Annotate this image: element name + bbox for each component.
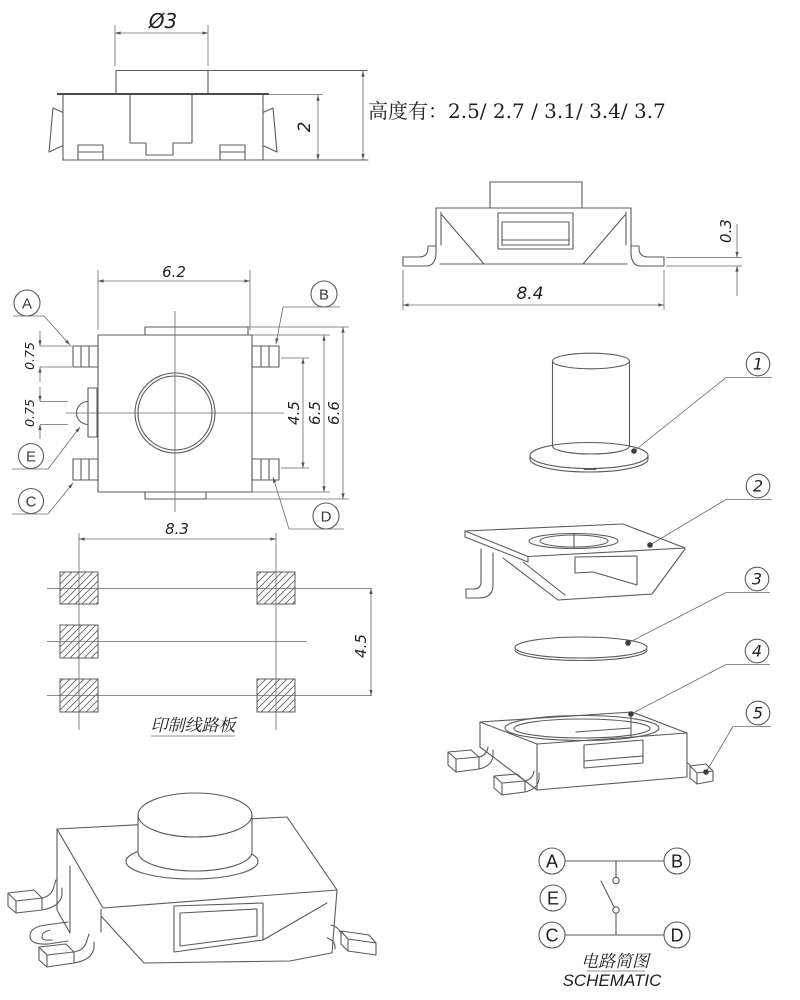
balloon-terminal-e: [12, 427, 80, 469]
balloon-terminal-b: [276, 281, 340, 344]
isometric-view: [8, 793, 376, 967]
pad-span-x-label: 8.3: [165, 520, 189, 538]
side-width-label: 8.4: [516, 284, 544, 304]
switch-contact-bottom: [613, 907, 619, 913]
balloon-terminal-d: [273, 477, 344, 529]
terminal-e-label: E: [25, 448, 37, 466]
front-height-label: 2: [295, 121, 315, 133]
front-left-lead: [49, 108, 62, 152]
schematic: [539, 848, 690, 990]
part-4-label: 4: [751, 641, 763, 661]
pin-width-label: 0.75: [22, 399, 37, 427]
part-button: [530, 353, 648, 472]
lead-thickness-label: 0.3: [717, 219, 735, 243]
heights-note: 高度有：2.5/ 2.7 / 3.1/ 3.4/ 3.7: [368, 99, 666, 123]
part-base: [448, 712, 713, 795]
top-width-label: 6.2: [162, 263, 186, 281]
schem-terminal-b: B: [670, 851, 684, 872]
front-dia-label: Ø3: [148, 9, 178, 33]
schem-terminal-c: C: [545, 925, 559, 946]
lead-width-label: 0.75: [22, 342, 37, 370]
top-view: [12, 263, 349, 529]
terminal-c-label: C: [25, 493, 37, 511]
part-3-label: 3: [751, 569, 763, 589]
part-5-label: 5: [752, 703, 764, 723]
terminal-b-label: B: [318, 286, 330, 304]
solder-pads: [60, 572, 295, 712]
schem-terminal-d: D: [670, 925, 684, 946]
side-view: [403, 182, 742, 310]
pcb-land-pattern: [47, 520, 372, 736]
pad-b: [257, 572, 295, 604]
schematic-caption-zh: 电路简图: [581, 952, 649, 972]
part-2-label: 2: [752, 476, 764, 496]
pad-span-y-label: 4.5: [352, 634, 370, 658]
pad-c: [60, 679, 98, 712]
front-right-lead: [264, 108, 277, 152]
pad-a: [60, 572, 98, 604]
part-1-label: 1: [752, 354, 764, 374]
body-size-label: 6.5: [306, 401, 324, 425]
overall-size-label: 6.6: [325, 401, 343, 425]
exploded-view: [448, 352, 772, 795]
front-view: [49, 9, 666, 160]
part-cover: [465, 524, 685, 600]
pad-d: [257, 679, 295, 712]
schem-terminal-a: A: [545, 851, 559, 872]
terminal-d-label: D: [320, 508, 332, 526]
terminal-a-label: A: [21, 295, 33, 313]
switch-contact-top: [613, 877, 619, 883]
part-balloons: [625, 352, 772, 775]
switch-arm: [601, 881, 614, 907]
pitch-label: 4.5: [285, 401, 303, 425]
pcb-caption: 印制线路板: [150, 716, 236, 736]
pad-e: [60, 625, 98, 658]
balloon-terminal-c: [12, 483, 73, 514]
schem-terminal-e: E: [546, 888, 560, 909]
schematic-caption-en: SCHEMATIC: [562, 971, 662, 990]
balloon-terminal-a: [13, 290, 70, 345]
